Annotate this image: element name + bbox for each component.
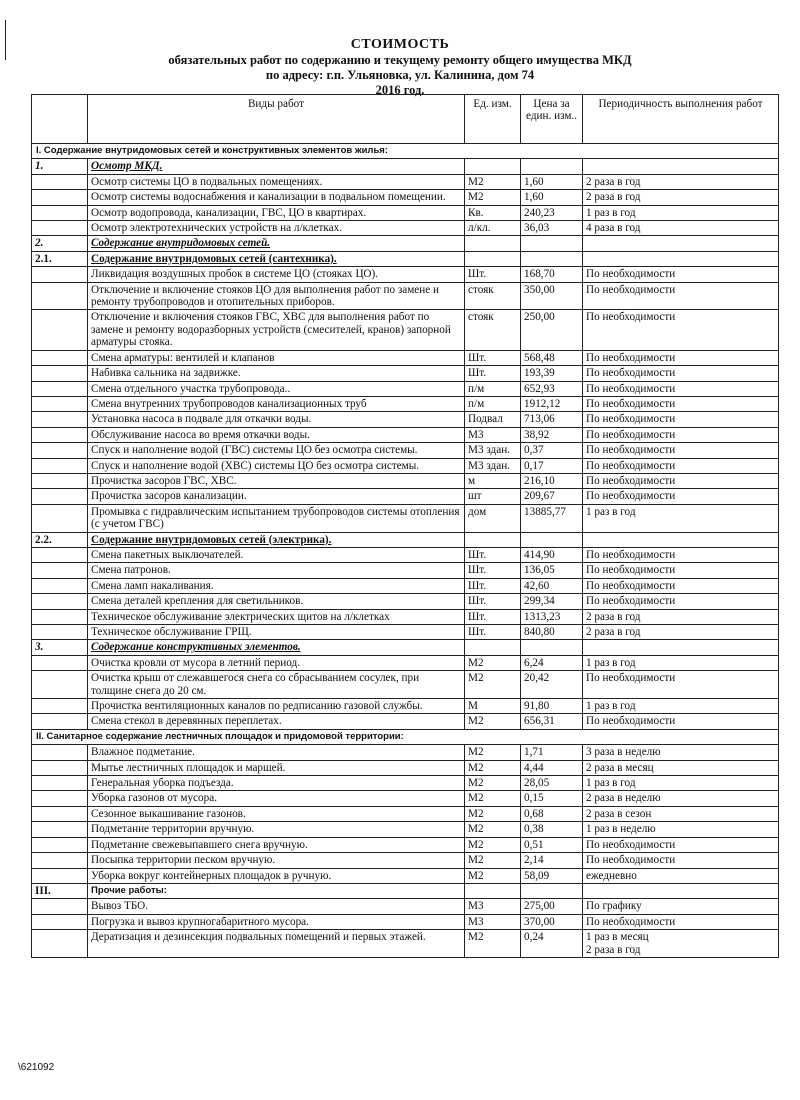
table-row xyxy=(32,563,779,578)
table-row xyxy=(32,504,779,532)
section-row xyxy=(32,729,779,744)
period-cell: По необходимости xyxy=(583,310,779,350)
unit-cell: стояк xyxy=(465,310,521,350)
works-table-body xyxy=(32,95,779,958)
empty-cell xyxy=(521,159,583,174)
empty-cell xyxy=(32,930,88,958)
empty-cell xyxy=(32,381,88,396)
empty-cell xyxy=(32,489,88,504)
period-cell: 1 раз в год xyxy=(583,205,779,220)
table-row xyxy=(32,868,779,883)
table-row xyxy=(32,458,779,473)
work-name: Посыпка территории песком вручную. xyxy=(88,853,465,868)
empty-cell xyxy=(32,458,88,473)
empty-cell xyxy=(32,473,88,488)
unit-cell: М3 здан. xyxy=(465,443,521,458)
period-cell: 1 раз в неделю xyxy=(583,822,779,837)
period-cell: По необходимости xyxy=(583,412,779,427)
table-row xyxy=(32,350,779,365)
price-cell: 1,60 xyxy=(521,190,583,205)
table-row xyxy=(32,714,779,729)
empty-cell xyxy=(32,899,88,914)
price-cell: 1912,12 xyxy=(521,396,583,411)
work-name: Спуск и наполнение водой (ГВС) системы ЦО без осмотра системы. xyxy=(88,443,465,458)
unit-cell: М2 xyxy=(465,714,521,729)
price-cell: 28,05 xyxy=(521,776,583,791)
price-cell: 275,00 xyxy=(521,899,583,914)
subsection-number: III. xyxy=(32,883,88,898)
subsection-row xyxy=(32,532,779,547)
unit-cell: М2 xyxy=(465,853,521,868)
work-name: Прочистка вентиляционных каналов по редписанию газовой службы. xyxy=(88,699,465,714)
empty-cell xyxy=(583,640,779,655)
empty-cell xyxy=(521,251,583,266)
table-row xyxy=(32,914,779,929)
price-cell: 38,92 xyxy=(521,427,583,442)
work-name: Генеральная уборка подъезда. xyxy=(88,776,465,791)
header-period: Периодичность выполнения работ xyxy=(583,95,779,144)
work-name: Уборка газонов от мусора. xyxy=(88,791,465,806)
empty-cell xyxy=(32,267,88,282)
period-cell: 1 раз в год xyxy=(583,655,779,670)
unit-cell: М3 xyxy=(465,899,521,914)
empty-cell xyxy=(32,671,88,699)
price-cell: 656,31 xyxy=(521,714,583,729)
empty-cell xyxy=(521,640,583,655)
price-cell: 2,14 xyxy=(521,853,583,868)
price-cell: 350,00 xyxy=(521,282,583,310)
subsection-title: Содержание внутридомовых сетей (сантехника). xyxy=(88,251,465,266)
subsection-row xyxy=(32,236,779,251)
empty-cell xyxy=(32,655,88,670)
work-name: Ликвидация воздушных пробок в системе ЦО (стояках ЦО). xyxy=(88,267,465,282)
period-cell: По необходимости xyxy=(583,547,779,562)
section-row xyxy=(32,144,779,159)
empty-cell xyxy=(465,532,521,547)
price-cell: 652,93 xyxy=(521,381,583,396)
empty-cell xyxy=(32,412,88,427)
price-cell: 299,34 xyxy=(521,594,583,609)
price-cell: 20,42 xyxy=(521,671,583,699)
period-cell: По необходимости xyxy=(583,853,779,868)
section-title: II. Санитарное содержание лестничных площадок и придомовой территории: xyxy=(32,729,779,744)
empty-cell xyxy=(32,745,88,760)
unit-cell: М2 xyxy=(465,791,521,806)
work-name: Осмотр системы ЦО в подвальных помещениях. xyxy=(88,174,465,189)
empty-cell xyxy=(32,853,88,868)
table-row xyxy=(32,190,779,205)
unit-cell: Шт. xyxy=(465,609,521,624)
table-row xyxy=(32,282,779,310)
price-cell: 1,71 xyxy=(521,745,583,760)
document-subtitle-2: по адресу: г.п. Ульяновка, ул. Калинина, дом 74 xyxy=(265,68,535,82)
empty-cell xyxy=(465,236,521,251)
unit-cell: м xyxy=(465,473,521,488)
subsection-number: 2.1. xyxy=(32,251,88,266)
empty-cell xyxy=(32,714,88,729)
table-row xyxy=(32,806,779,821)
work-name: Смена деталей крепления для светильников. xyxy=(88,594,465,609)
period-cell: По необходимости xyxy=(583,578,779,593)
table-row xyxy=(32,473,779,488)
price-cell: 168,70 xyxy=(521,267,583,282)
table-row xyxy=(32,594,779,609)
price-cell: 240,23 xyxy=(521,205,583,220)
empty-cell xyxy=(32,396,88,411)
work-name: Смена стекол в деревянных переплетах. xyxy=(88,714,465,729)
price-cell: 58,09 xyxy=(521,868,583,883)
table-row xyxy=(32,930,779,958)
work-name: Спуск и наполнение водой (ХВС) системы ЦО без осмотра системы. xyxy=(88,458,465,473)
empty-cell xyxy=(32,563,88,578)
work-name: Мытье лестничных площадок и маршей. xyxy=(88,760,465,775)
subsection-title: Содержание внутридомовых сетей. xyxy=(88,236,465,251)
unit-cell: М2 xyxy=(465,776,521,791)
work-name: Отключение и включение стояков ЦО для выполнения работ по замене и ремонту трубопроводов и отопительных приборов. xyxy=(88,282,465,310)
unit-cell: М xyxy=(465,699,521,714)
unit-cell: М2 xyxy=(465,760,521,775)
price-cell: 209,67 xyxy=(521,489,583,504)
period-cell: 4 раза в год xyxy=(583,221,779,236)
period-cell: 3 раза в неделю xyxy=(583,745,779,760)
period-cell: По необходимости xyxy=(583,837,779,852)
empty-cell xyxy=(583,251,779,266)
period-cell: 2 раза в месяц xyxy=(583,760,779,775)
subsection-title: Осмотр МКД. xyxy=(88,159,465,174)
empty-cell xyxy=(583,883,779,898)
table-row xyxy=(32,205,779,220)
empty-cell xyxy=(32,699,88,714)
empty-cell xyxy=(32,310,88,350)
price-cell: 42,60 xyxy=(521,578,583,593)
price-cell: 0,51 xyxy=(521,837,583,852)
unit-cell: М2 xyxy=(465,806,521,821)
work-name: Отключение и включения стояков ГВС, ХВС для выполнения работ по замене и ремонту водоразборных устройств (смесителей, кранов) запорной арматуры стояка. xyxy=(88,310,465,350)
table-row xyxy=(32,837,779,852)
subsection-title: Содержание конструктивных элементов. xyxy=(88,640,465,655)
table-row xyxy=(32,625,779,640)
empty-cell xyxy=(465,640,521,655)
price-cell: 370,00 xyxy=(521,914,583,929)
empty-cell xyxy=(583,236,779,251)
empty-cell xyxy=(32,443,88,458)
table-row xyxy=(32,655,779,670)
unit-cell: М3 xyxy=(465,914,521,929)
subsection-row xyxy=(32,883,779,898)
subsection-number: 1. xyxy=(32,159,88,174)
work-name: Погрузка и вывоз крупногабаритного мусора. xyxy=(88,914,465,929)
empty-cell xyxy=(32,625,88,640)
empty-cell xyxy=(521,236,583,251)
period-cell: 1 раз в год xyxy=(583,776,779,791)
empty-cell xyxy=(32,190,88,205)
price-cell: 0,37 xyxy=(521,443,583,458)
table-row xyxy=(32,366,779,381)
work-name: Смена внутренних трубопроводов канализационных труб xyxy=(88,396,465,411)
empty-cell xyxy=(32,776,88,791)
unit-cell: Шт. xyxy=(465,547,521,562)
work-name: Техническое обслуживание электрических щитов на л/клетках xyxy=(88,609,465,624)
empty-cell xyxy=(32,205,88,220)
empty-cell xyxy=(32,221,88,236)
period-cell: 2 раза в год xyxy=(583,625,779,640)
unit-cell: Шт. xyxy=(465,366,521,381)
table-row xyxy=(32,853,779,868)
table-row xyxy=(32,412,779,427)
period-cell: 2 раза в сезон xyxy=(583,806,779,821)
period-cell: По необходимости xyxy=(583,594,779,609)
period-cell: 1 раз в месяц 2 раза в год xyxy=(583,930,779,958)
document-title: СТОИМОСТЬ xyxy=(350,37,450,52)
table-row xyxy=(32,396,779,411)
period-cell: 2 раза в неделю xyxy=(583,791,779,806)
period-cell: 1 раз в год xyxy=(583,504,779,532)
work-name: Смена пакетных выключателей. xyxy=(88,547,465,562)
table-row xyxy=(32,609,779,624)
period-cell: По необходимости xyxy=(583,443,779,458)
work-name: Подметание свежевыпавшего снега вручную. xyxy=(88,837,465,852)
table-row xyxy=(32,578,779,593)
price-cell: 568,48 xyxy=(521,350,583,365)
header-price: Цена за един. изм.. xyxy=(521,95,583,144)
unit-cell: п/м xyxy=(465,396,521,411)
empty-cell xyxy=(32,282,88,310)
price-cell: 4,44 xyxy=(521,760,583,775)
unit-cell: Шт. xyxy=(465,267,521,282)
period-cell: 2 раза в год xyxy=(583,190,779,205)
unit-cell: шт xyxy=(465,489,521,504)
table-row xyxy=(32,174,779,189)
unit-cell: Шт. xyxy=(465,578,521,593)
price-cell: 0,68 xyxy=(521,806,583,821)
subsection-row xyxy=(32,640,779,655)
price-cell: 713,06 xyxy=(521,412,583,427)
unit-cell: дом xyxy=(465,504,521,532)
period-cell: По необходимости xyxy=(583,563,779,578)
table-row xyxy=(32,443,779,458)
empty-cell xyxy=(32,914,88,929)
empty-cell xyxy=(583,159,779,174)
price-cell: 193,39 xyxy=(521,366,583,381)
table-row xyxy=(32,791,779,806)
table-row xyxy=(32,310,779,350)
period-cell: По необходимости xyxy=(583,350,779,365)
unit-cell: М2 xyxy=(465,837,521,852)
document-code: \621092 xyxy=(18,1062,55,1073)
price-cell: 216,10 xyxy=(521,473,583,488)
period-cell: По необходимости xyxy=(583,914,779,929)
work-name: Смена арматуры: вентилей и клапанов xyxy=(88,350,465,365)
empty-cell xyxy=(32,578,88,593)
empty-cell xyxy=(521,532,583,547)
empty-cell xyxy=(32,547,88,562)
period-cell: По необходимости xyxy=(583,473,779,488)
empty-cell xyxy=(32,837,88,852)
work-name: Смена отдельного участка трубопровода.. xyxy=(88,381,465,396)
period-cell: По необходимости xyxy=(583,282,779,310)
empty-cell xyxy=(465,251,521,266)
work-name: Подметание территории вручную. xyxy=(88,822,465,837)
empty-cell xyxy=(32,868,88,883)
unit-cell: М2 xyxy=(465,868,521,883)
price-cell: 0,17 xyxy=(521,458,583,473)
work-name: Установка насоса в подвале для откачки воды. xyxy=(88,412,465,427)
work-name: Очистка кровли от мусора в летний период. xyxy=(88,655,465,670)
header-number xyxy=(32,95,88,144)
work-name: Прочистка засоров ГВС, ХВС. xyxy=(88,473,465,488)
period-cell: 2 раза в год xyxy=(583,174,779,189)
table-row xyxy=(32,381,779,396)
work-name: Очистка крыш от слежавшегося снега со сбрасыванием сосулек, при толщине снега до 20 см. xyxy=(88,671,465,699)
subsection-title: Содержание внутридомовых сетей (электрика). xyxy=(88,532,465,547)
unit-cell: М2 xyxy=(465,822,521,837)
table-row xyxy=(32,267,779,282)
work-name: Смена патронов. xyxy=(88,563,465,578)
unit-cell: Шт. xyxy=(465,594,521,609)
unit-cell: М2 xyxy=(465,174,521,189)
table-row xyxy=(32,745,779,760)
unit-cell: Подвал xyxy=(465,412,521,427)
subsection-row xyxy=(32,251,779,266)
subsection-number: 2.2. xyxy=(32,532,88,547)
unit-cell: М3 xyxy=(465,427,521,442)
subsection-title: Прочие работы: xyxy=(88,883,465,898)
table-row xyxy=(32,776,779,791)
empty-cell xyxy=(32,366,88,381)
price-cell: 250,00 xyxy=(521,310,583,350)
period-cell: По графику xyxy=(583,899,779,914)
unit-cell: Шт. xyxy=(465,625,521,640)
unit-cell: М2 xyxy=(465,190,521,205)
empty-cell xyxy=(583,532,779,547)
period-cell: По необходимости xyxy=(583,366,779,381)
table-header-row xyxy=(32,95,779,144)
header-unit: Ед. изм. xyxy=(465,95,521,144)
table-row xyxy=(32,547,779,562)
period-cell: 1 раз в год xyxy=(583,699,779,714)
unit-cell: Шт. xyxy=(465,350,521,365)
work-name: Осмотр системы водоснабжения и канализации в подвальном помещении. xyxy=(88,190,465,205)
unit-cell: Шт. xyxy=(465,563,521,578)
work-name: Дератизация и дезинсекция подвальных помещений и первых этажей. xyxy=(88,930,465,958)
unit-cell: М2 xyxy=(465,745,521,760)
document-header xyxy=(0,36,800,98)
price-cell: 136,05 xyxy=(521,563,583,578)
price-cell: 840,80 xyxy=(521,625,583,640)
work-name: Промывка с гидравлическим испытанием трубопроводов системы отопления (с учетом ГВС) xyxy=(88,504,465,532)
subsection-number: 3. xyxy=(32,640,88,655)
empty-cell xyxy=(32,609,88,624)
price-cell: 0,38 xyxy=(521,822,583,837)
unit-cell: М2 xyxy=(465,930,521,958)
price-cell: 13885,77 xyxy=(521,504,583,532)
empty-cell xyxy=(32,174,88,189)
unit-cell: М2 xyxy=(465,671,521,699)
empty-cell xyxy=(32,822,88,837)
document-subtitle-1: обязательных работ по содержанию и текущему ремонту общего имущества МКД xyxy=(168,53,632,67)
table-row xyxy=(32,221,779,236)
table-row xyxy=(32,760,779,775)
unit-cell: М2 xyxy=(465,655,521,670)
empty-cell xyxy=(32,427,88,442)
work-name: Осмотр электротехнических устройств на л/клетках. xyxy=(88,221,465,236)
price-cell: 36,03 xyxy=(521,221,583,236)
empty-cell xyxy=(32,791,88,806)
period-cell: По необходимости xyxy=(583,381,779,396)
empty-cell xyxy=(32,594,88,609)
work-name: Смена ламп накаливания. xyxy=(88,578,465,593)
period-cell: По необходимости xyxy=(583,489,779,504)
work-name: Осмотр водопровода, канализации, ГВС, ЦО в квартирах. xyxy=(88,205,465,220)
price-cell: 91,80 xyxy=(521,699,583,714)
price-cell: 414,90 xyxy=(521,547,583,562)
subsection-row xyxy=(32,159,779,174)
work-name: Вывоз ТБО. xyxy=(88,899,465,914)
section-title: I. Содержание внутридомовых сетей и конструктивных элементов жилья: xyxy=(32,144,779,159)
unit-cell: л/кл. xyxy=(465,221,521,236)
table-row xyxy=(32,699,779,714)
unit-cell: стояк xyxy=(465,282,521,310)
empty-cell xyxy=(32,504,88,532)
price-cell: 6,24 xyxy=(521,655,583,670)
work-name: Уборка вокруг контейнерных площадок в ручную. xyxy=(88,868,465,883)
period-cell: По необходимости xyxy=(583,267,779,282)
empty-cell xyxy=(465,883,521,898)
works-table xyxy=(31,94,779,958)
empty-cell xyxy=(521,883,583,898)
empty-cell xyxy=(32,806,88,821)
unit-cell: Кв. xyxy=(465,205,521,220)
period-cell: 2 раза в год xyxy=(583,609,779,624)
empty-cell xyxy=(32,350,88,365)
unit-cell: М3 здан. xyxy=(465,458,521,473)
work-name: Сезонное выкашивание газонов. xyxy=(88,806,465,821)
period-cell: По необходимости xyxy=(583,396,779,411)
document-year: 2016 год. xyxy=(375,83,425,97)
work-name: Набивка сальника на задвижке. xyxy=(88,366,465,381)
period-cell: По необходимости xyxy=(583,714,779,729)
work-name: Влажное подметание. xyxy=(88,745,465,760)
table-row xyxy=(32,489,779,504)
work-name: Техническое обслуживание ГРЩ. xyxy=(88,625,465,640)
empty-cell xyxy=(465,159,521,174)
work-name: Прочистка засоров канализации. xyxy=(88,489,465,504)
price-cell: 0,15 xyxy=(521,791,583,806)
empty-cell xyxy=(32,760,88,775)
subsection-number: 2. xyxy=(32,236,88,251)
header-works: Виды работ xyxy=(88,95,465,144)
table-row xyxy=(32,671,779,699)
period-cell: По необходимости xyxy=(583,427,779,442)
period-cell: ежедневно xyxy=(583,868,779,883)
table-row xyxy=(32,899,779,914)
work-name: Обслуживание насоса во время откачки воды. xyxy=(88,427,465,442)
unit-cell: п/м xyxy=(465,381,521,396)
price-cell: 1313,23 xyxy=(521,609,583,624)
period-cell: По необходимости xyxy=(583,671,779,699)
table-row xyxy=(32,427,779,442)
price-cell: 0,24 xyxy=(521,930,583,958)
price-cell: 1,60 xyxy=(521,174,583,189)
period-cell: По необходимости xyxy=(583,458,779,473)
table-row xyxy=(32,822,779,837)
